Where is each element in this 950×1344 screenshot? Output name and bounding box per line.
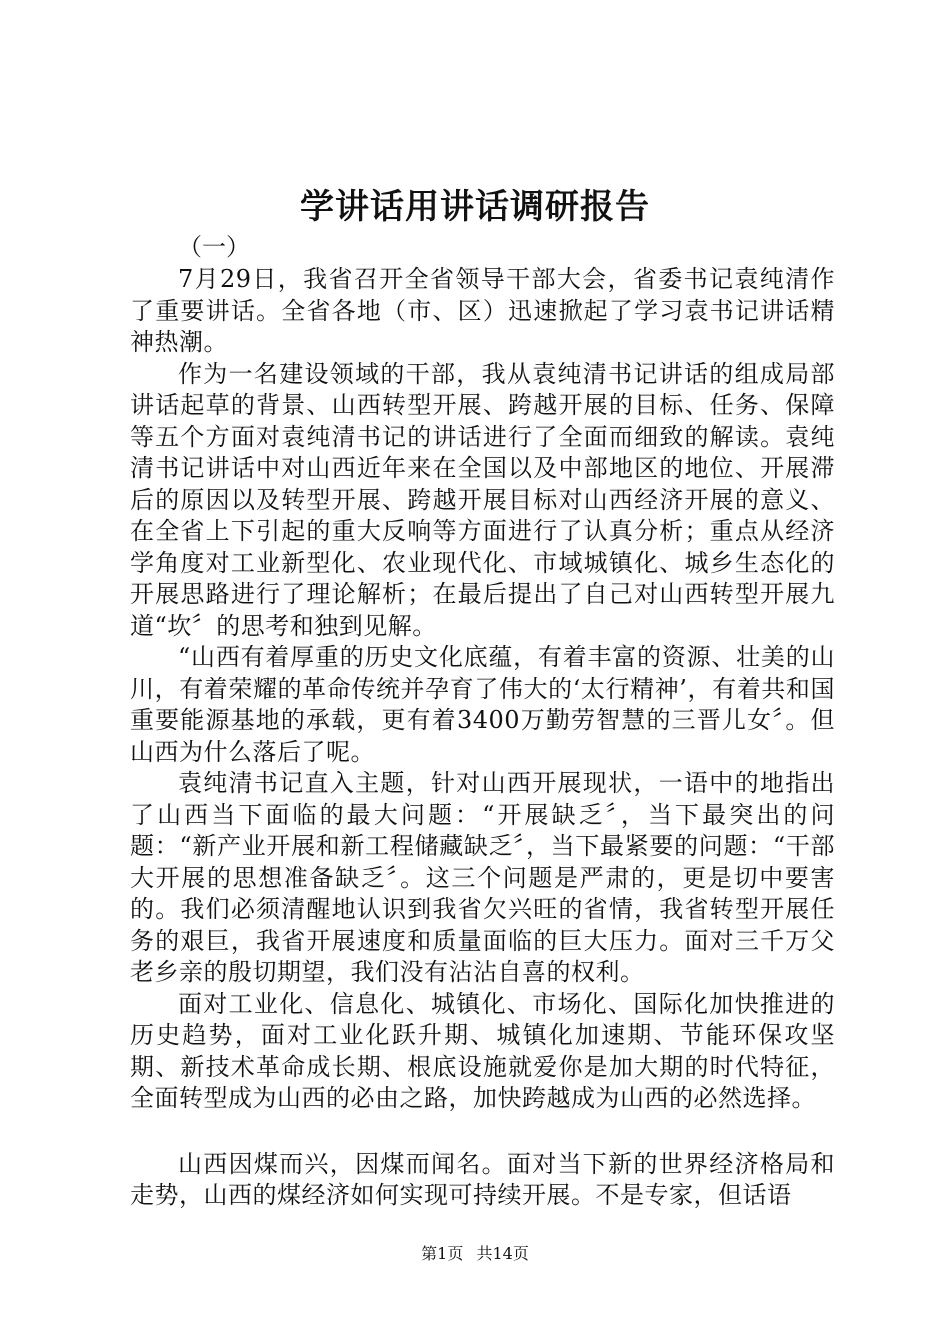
section-marker: （一） bbox=[178, 233, 250, 261]
page-footer bbox=[0, 1244, 950, 1264]
document-body bbox=[130, 264, 835, 1212]
page-number: 第1页 bbox=[421, 1244, 464, 1263]
paragraph: 作为一名建设领域的干部，我从袁纯清书记讲话的组成局部讲话起草的背景、山西转型开展、跨越开展的目标、任务、保障等五个方面对袁纯清书记的讲话进行了全面而细致的解读。袁纯清书记讲话中对山西近年来在全国以及中部地区的地位、开展滞后的原因以及转型开展、跨越开展目标对山西经济开展的意义、在全省上下引起的重大反响等方面进行了认真分析；重点从经济学角度对工业新型化、农业现代化、市域城镇化、城乡生态化的开展思路进行了理论解析；在最后提出了自己对山西转型开展九道“坎〞的思考和独到见解。 bbox=[130, 359, 835, 640]
paragraph: “山西有着厚重的历史文化底蕴，有着丰富的资源、壮美的山川，有着荣耀的革命传统并孕育了伟大的‘太行精神’，有着共和国重要能源基地的承载，更有着3400万勤劳智慧的三晋儿女〞。但山西为什么落后了呢。 bbox=[130, 643, 835, 766]
paragraph: 山西因煤而兴，因煤而闻名。面对当下新的世界经济格局和走势，山西的煤经济如何实现可持续开展。不是专家，但话语 bbox=[130, 1149, 835, 1209]
paragraph: 7月29日，我省召开全省领导干部大会，省委书记袁纯清作了重要讲话。全省各地（市、区）迅速掀起了学习袁书记讲话精神热潮。 bbox=[130, 265, 835, 356]
paragraph: 袁纯清书记直入主题，针对山西开展现状，一语中的地指出了山西当下面临的最大问题：“开展缺乏〞，当下最突出的问题：“新产业开展和新工程储藏缺乏〞，当下最紧要的问题：“干部大开展的思想准备缺乏〞。这三个问题是严肃的，更是切中要害的。我们必须清醒地认识到我省欠兴旺的省情，我省转型开展任务的艰巨，我省开展速度和质量面临的巨大压力。面对三千万父老乡亲的殷切期望，我们没有沾沾自喜的权利。 bbox=[130, 769, 835, 986]
page-total: 共14页 bbox=[476, 1244, 529, 1263]
page-title: 学讲话用讲话调研报告 bbox=[300, 187, 650, 227]
paragraph: 面对工业化、信息化、城镇化、市场化、国际化加快推进的历史趋势，面对工业化跃升期、城镇化加速期、节能环保攻坚期、新技术革命成长期、根底设施就爱你是加大期的时代特征，全面转型成为山西的必由之路，加快跨越成为山西的必然选择。 bbox=[130, 989, 835, 1112]
